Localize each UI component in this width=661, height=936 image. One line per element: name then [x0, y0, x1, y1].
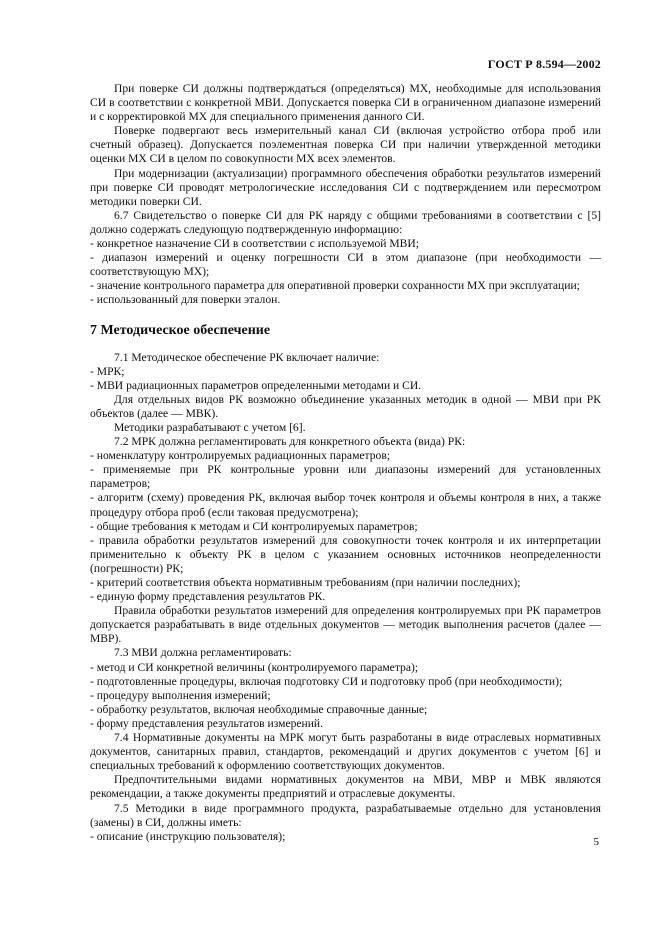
- paragraph: Для отдельных видов РК возможно объединение указанных методик в одной — МВИ при РК объектов (далее — МВК).: [90, 392, 601, 420]
- list-item: - критерий соответствия объекта нормативным требованиям (при наличии последних);: [90, 576, 521, 589]
- list-item: - метод и СИ конкретной величины (контролируемого параметра);: [90, 660, 419, 674]
- list-item: - процедуру выполнения измерений;: [90, 688, 271, 702]
- paragraph: При поверке СИ должны подтверждаться (определяться) МХ, необходимые для использования СИ в соответствии с конкретной МВИ. Допускается поверка СИ в ограниченном диапазоне измерений и с корректировкой МХ для специального применения данного СИ.: [90, 82, 601, 124]
- page-number: 5: [593, 836, 599, 848]
- list-item: - конкретное назначение СИ в соответствии с используемой МВИ;: [90, 237, 419, 251]
- paragraph-clause-7-1: 7.1 Методическое обеспечение РК включает наличие:: [114, 350, 380, 364]
- paragraph: Правила обработки результатов измерений для определения контролируемых при РК параметров допускается разрабатывать в виде отдельных документов — методик выполнения расчетов (далее — МВР).: [90, 604, 601, 646]
- list-item: - обработку результатов, включая необходимые справочные данные;: [90, 702, 428, 716]
- paragraph-clause-7-4: 7.4 Нормативные документы на МРК могут быть разработаны в виде отраслевых нормативных документов, санитарных правил, стандартов, рекомендаций и других документов с учетом [6] и специальных требований к оформлению соответствующих документов.: [90, 731, 601, 773]
- list-item: - подготовленные процедуры, включая подготовку СИ и подготовку проб (при необходимости);: [90, 674, 563, 688]
- list-item: - общие требования к методам и СИ контролируемых параметров;: [90, 519, 418, 533]
- paragraph-clause-7-2: 7.2 МРК должна регламентировать для конкретного объекта (вида) РК:: [114, 435, 466, 449]
- list-item: - диапазон измерений и оценку погрешности СИ в этом диапазоне (при необходимости — соответствующую МХ);: [90, 251, 601, 279]
- list-item: - использованный для поверки эталон.: [90, 293, 281, 307]
- list-item: - МРК;: [90, 364, 125, 378]
- section-heading: 7 Методическое обеспечение: [90, 322, 271, 338]
- list-item: - правила обработки результатов измерений для совокупности точек контроля и их интерпретации применительно к объекту РК в целом с указанием основных источников неопределенности (погрешности) РК;: [90, 533, 601, 575]
- paragraph: При модернизации (актуализации) программного обеспечения обработки результатов измерений при поверке СИ проводят метрологические исследования СИ с подтверждением или пересмотром методики поверки СИ.: [90, 166, 601, 208]
- paragraph-clause-6-7: 6.7 Свидетельство о поверке СИ для РК наряду с общими требованиями в соответствии с [5] должно содержать следующую подтвержденную информацию:: [90, 208, 601, 236]
- paragraph: Поверке подвергают весь измерительный канал СИ (включая устройство отбора проб или счетный образец). Допускается поэлементная поверка СИ при наличии утвержденной методики оценки МХ СИ в целом по совокупности МХ всех элементов.: [90, 124, 601, 166]
- paragraph: Методики разрабатывают с учетом [6].: [114, 420, 306, 434]
- list-item: - алгоритм (схему) проведения РК, включая выбор точек контроля и объемы контроля в них, а также процедуру отбора проб (если таковая предусмотрена);: [90, 491, 601, 519]
- paragraph-clause-7-5: 7.5 Методики в виде программного продукта, разрабатываемые отдельно для установления (замены) в СИ, должны иметь:: [90, 801, 601, 829]
- list-item: - единую форму представления результатов РК.: [90, 590, 326, 604]
- list-item: - номенклатуру контролируемых радиационных параметров;: [90, 449, 391, 463]
- paragraph: Предпочтительными видами нормативных документов на МВИ, МВР и МВК являются рекомендации, а также документы предприятий и отраслевые документы.: [90, 773, 601, 801]
- list-item: - применяемые при РК контрольные уровни или диапазоны измерений для установленных параметров;: [90, 463, 601, 491]
- paragraph-clause-7-3: 7.3 МВИ должна регламентировать:: [114, 646, 292, 660]
- list-item: - МВИ радиационных параметров определенными методами и СИ.: [90, 378, 422, 392]
- list-item: - значение контрольного параметра для оперативной проверки сохранности МХ при эксплуатации;: [90, 279, 580, 293]
- list-item: - форму представления результатов измерений.: [90, 716, 324, 730]
- document-body: [90, 82, 601, 844]
- document-header: ГОСТ Р 8.594—2002: [487, 57, 601, 71]
- list-item: - описание (инструкцию пользователя);: [90, 829, 286, 843]
